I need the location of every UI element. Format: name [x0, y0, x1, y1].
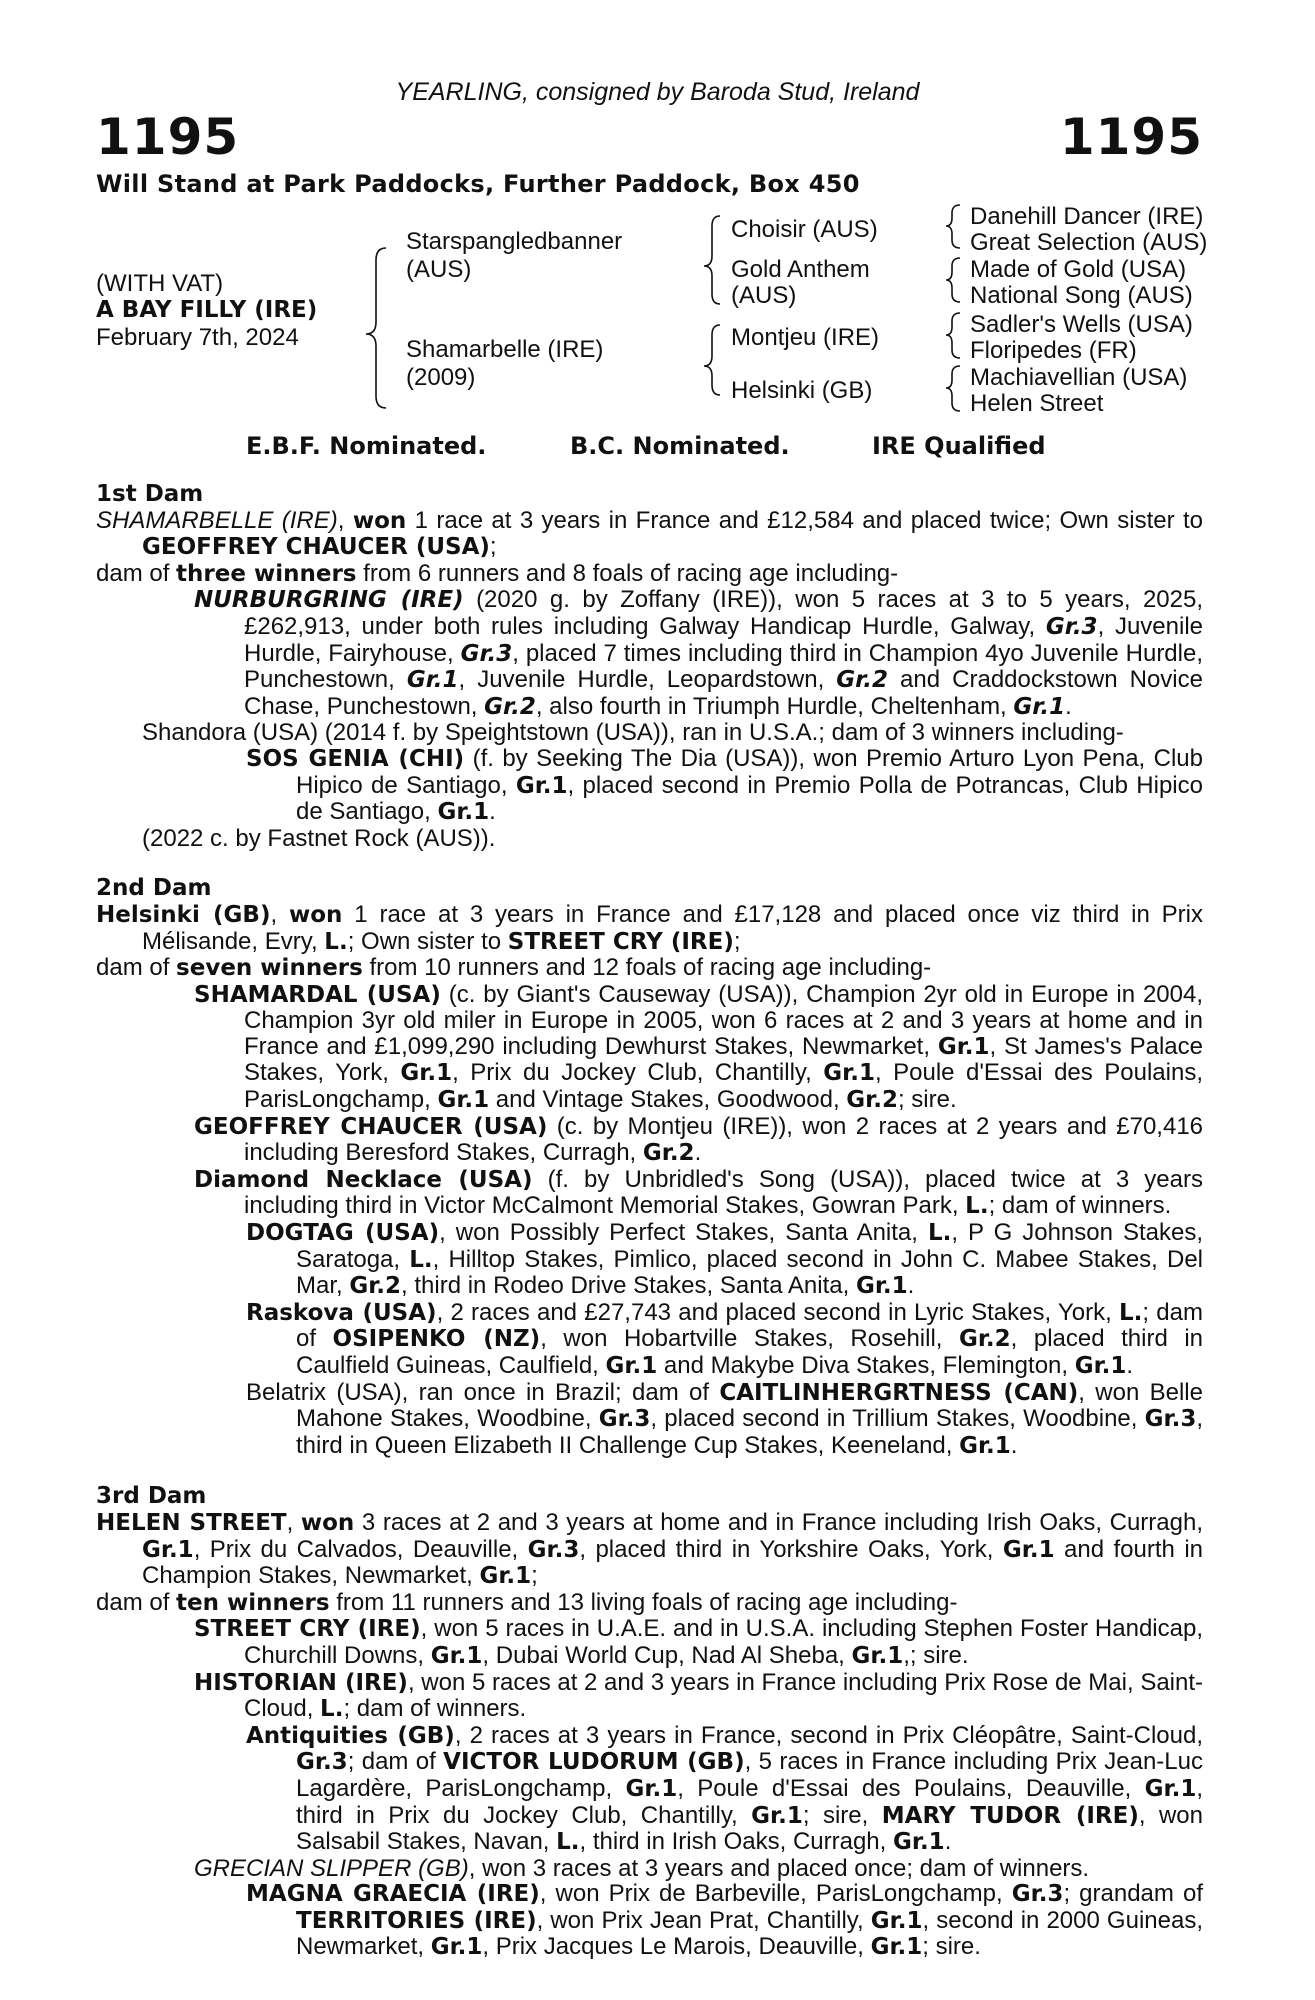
produce-raskova: Raskova (USA), 2 races and £27,743 and placed second in Lyric Stakes, York, L.; dam of OSIPENKO (NZ), won Hobartville Stakes, Rosehill, Gr.2, placed third in Caulfield Guineas, Caulfield, Gr.1 and Makybe Diva Stakes, Flemington, Gr.1.	[246, 1298, 1204, 1379]
produce-dogtag: DOGTAG (USA), won Possibly Perfect Stakes, Santa Anita, L., P G Johnson Stakes, Saratoga, L., Hilltop Stakes, Pimlico, placed second in John C. Mabee Stakes, Del Mar, Gr.2, third in Rodeo Drive Stakes, Santa Anita, Gr.1.	[246, 1219, 1204, 1300]
first-dam-title: 1st Dam	[96, 481, 204, 507]
second-dam-title: 2nd Dam	[96, 875, 212, 902]
produce-antiquities: Antiquities (GB), 2 races at 3 years in France, second in Prix Cléopâtre, Saint-Cloud, Gr.3; dam of VICTOR LUDORUM (GB), 5 races in France including Prix Jean-Luc Lagardère, ParisLongchamp, Gr.1, Poule d'Essai des Poulains, Deauville, Gr.1, third in Prix du Jockey Club, Chantilly, Gr.1; sire, MARY TUDOR (IRE), won Salsabil Stakes, Navan, L., third in Irish Oaks, Curragh, Gr.1.	[246, 1721, 1203, 1856]
produce-geoffrey-chaucer: GEOFFREY CHAUCER (USA) (c. by Montjeu (IRE)), won 2 races at 2 years and £70,416 including Beresford Stakes, Curragh, Gr.2.	[194, 1112, 1204, 1167]
second-dam-record: Helsinki (GB), won 1 race at 3 years in France and £17,128 and placed once viz third in Prix Mélisande, Evry, L.; Own sister to STREET CRY (IRE);	[96, 900, 1203, 955]
third-dam-title: 3rd Dam	[96, 1483, 207, 1510]
produce-diamond-necklace: Diamond Necklace (USA) (f. by Unbridled's Song (USA)), placed twice at 3 years including third in Victor McCalmont Memorial Stakes, Gowran Park, L.; dam of winners.	[194, 1165, 1203, 1220]
bc-nomination: B.C. Nominated.	[570, 432, 790, 460]
ds-sire: Sadler's Wells (USA)	[970, 311, 1193, 338]
sire-origin: (AUS)	[406, 256, 472, 283]
ss-sire: Danehill Dancer (IRE)	[970, 203, 1204, 230]
catalogue-body	[96, 482, 1203, 1961]
third-dam-produce-summary: dam of ten winners from 11 runners and 13 living foals of racing age including-	[96, 1588, 958, 1616]
produce-sos-genia: SOS GENIA (CHI) (f. by Seeking The Dia (USA)), won Premio Arturo Lyon Pena, Club Hipico de Santiago, Gr.1, placed second in Premio Polla de Potrancas, Club Hipico de Santiago, Gr.1.	[246, 744, 1203, 826]
sire-dam-name: Gold Anthem	[731, 256, 870, 283]
ds-dam: Floripedes (FR)	[970, 337, 1137, 364]
lot-number-right: 1195	[1059, 108, 1203, 166]
vat-note: (WITH VAT)	[96, 270, 224, 297]
sd-sire: Made of Gold (USA)	[970, 256, 1187, 283]
first-dam-record: SHAMARBELLE (IRE), won 1 race at 3 years in France and £12,584 and placed twice; Own sister to GEOFFREY CHAUCER (USA);	[96, 506, 1204, 561]
sd-dam: National Song (AUS)	[970, 282, 1193, 309]
dam-sire: Montjeu (IRE)	[731, 324, 880, 351]
produce-historian: HISTORIAN (IRE), won 5 races at 2 and 3 years in France including Prix Rose de Mai, Saint-Cloud, L.; dam of winners.	[194, 1668, 1204, 1723]
sire-dam-origin: (AUS)	[731, 282, 797, 309]
second-dam-produce-summary: dam of seven winners from 10 runners and 12 foals of racing age including-	[96, 954, 932, 982]
lot-number-left: 1195	[96, 108, 240, 166]
produce-shamardal: SHAMARDAL (USA) (c. by Giant's Causeway (USA)), Champion 2yr old in Europe in 2004, Champion 3yr old miler in Europe in 2005, won 6 races at 2 and 3 years at home and in France and £1,099,290 including Dewhurst Stakes, Newmarket, Gr.1, St James's Palace Stakes, York, Gr.1, Prix du Jockey Club, Chantilly, Gr.1, Poule d'Essai des Poulains, ParisLongchamp, Gr.1 and Vintage Stakes, Goodwood, Gr.2; sire.	[194, 980, 1203, 1114]
dam-dam: Helsinki (GB)	[731, 377, 873, 404]
third-dam-record: HELEN STREET, won 3 races at 2 and 3 years at home and in France including Irish Oaks, Curragh, Gr.1, Prix du Calvados, Deauville, Gr.3, placed third in Yorkshire Oaks, York, Gr.1 and fourth in Champion Stakes, Newmarket, Gr.1;	[96, 1508, 1203, 1590]
produce-2022-colt: (2022 c. by Fastnet Rock (AUS)).	[142, 824, 496, 852]
horse-name: A BAY FILLY (IRE)	[96, 297, 318, 323]
produce-grecian-slipper: GRECIAN SLIPPER (GB), won 3 races at 3 years and placed once; dam of winners.	[194, 1854, 1090, 1882]
ire-qualified: IRE Qualified	[872, 432, 1046, 460]
dd-dam: Helen Street	[970, 390, 1104, 417]
produce-nurburgring: NURBURGRING (IRE) (2020 g. by Zoffany (IRE)), won 5 races at 3 to 5 years, 2025, £262,913, under both rules including Galway Handicap Hurdle, Galway, Gr.3, Juvenile Hurdle, Fairyhouse, Gr.3, placed 7 times including third in Champion 4yo Juvenile Hurdle, Punchestown, Gr.1, Juvenile Hurdle, Leopardstown, Gr.2 and Craddockstown Novice Chase, Punchestown, Gr.2, also fourth in Triumph Hurdle, Cheltenham, Gr.1.	[194, 586, 1204, 720]
ebf-nomination: E.B.F. Nominated.	[246, 432, 487, 460]
horse-dob: February 7th, 2024	[96, 324, 299, 351]
dam-name: Shamarbelle (IRE)	[406, 336, 604, 363]
first-dam-produce-summary: dam of three winners from 6 runners and 8 foals of racing age including-	[96, 559, 899, 587]
dam-year: (2009)	[406, 364, 476, 391]
produce-belatrix: Belatrix (USA), ran once in Brazil; dam of CAITLINHERGRTNESS (CAN), won Belle Mahone Stakes, Woodbine, Gr.3, placed second in Trillium Stakes, Woodbine, Gr.3, third in Queen Elizabeth II Challenge Cup Stakes, Keeneland, Gr.1.	[246, 1378, 1203, 1459]
ss-dam: Great Selection (AUS)	[970, 229, 1208, 256]
sire-sire: Choisir (AUS)	[731, 216, 878, 243]
stand-location: Will Stand at Park Paddocks, Further Paddock, Box 450	[96, 170, 860, 198]
produce-shandora: Shandora (USA) (2014 f. by Speightstown (USA)), ran in U.S.A.; dam of 3 winners including-	[142, 719, 1124, 747]
produce-magna-graecia: MAGNA GRAECIA (IRE), won Prix de Barbeville, ParisLongchamp, Gr.3; grandam of TERRITORIES (IRE), won Prix Jean Prat, Chantilly, Gr.1, second in 2000 Guineas, Newmarket, Gr.1, Prix Jacques Le Marois, Deauville, Gr.1; sire.	[246, 1880, 1203, 1961]
sire-name: Starspangledbanner	[406, 228, 623, 255]
consignment-subtitle: YEARLING, consigned by Baroda Stud, Ireland	[395, 78, 920, 106]
produce-street-cry: STREET CRY (IRE), won 5 races in U.A.E. and in U.S.A. including Stephen Foster Handicap, Churchill Downs, Gr.1, Dubai World Cup, Nad Al Sheba, Gr.1,; sire.	[194, 1615, 1203, 1669]
dd-sire: Machiavellian (USA)	[970, 364, 1188, 391]
